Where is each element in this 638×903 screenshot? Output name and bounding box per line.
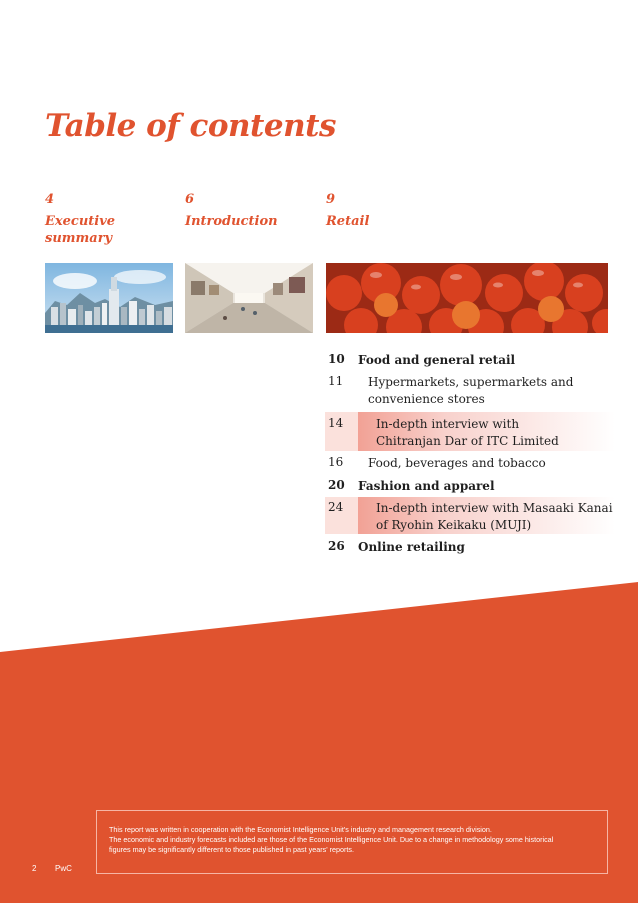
toc-page-number: 26 bbox=[328, 539, 345, 553]
note-line: This report was written in cooperation with the Economist Intelligence Unit's industry and management research division. bbox=[109, 825, 492, 834]
toc-row-interview-masaaki-kanai[interactable] bbox=[325, 497, 615, 534]
toc-entry-label: Fashion and apparel bbox=[358, 479, 495, 493]
toc-row-food-beverages-tobacco[interactable] bbox=[325, 451, 615, 475]
section-link-retail[interactable]: Retail bbox=[326, 214, 370, 229]
toc-entry-label: Online retailing bbox=[358, 540, 465, 554]
toc-entry-label: Hypermarkets, supermarkets and convenience stores bbox=[368, 375, 574, 406]
city-skyline-photo bbox=[45, 263, 173, 333]
toc-entry-label: In-depth interview with Masaaki Kanai of Ryohin Keikaku (MUJI) bbox=[376, 501, 613, 532]
note-line: figures may be significantly different to those published in past years' reports. bbox=[109, 845, 354, 854]
toc-page-number: 24 bbox=[325, 497, 358, 534]
toc-entry-label: Food, beverages and tobacco bbox=[368, 456, 546, 470]
retail-toc bbox=[325, 352, 615, 556]
shopping-mall-photo bbox=[185, 263, 313, 333]
toc-page-number: 16 bbox=[328, 455, 344, 469]
toc-page-number: 10 bbox=[328, 352, 345, 366]
section-link-introduction[interactable]: Introduction bbox=[185, 214, 278, 229]
toc-row-hypermarkets[interactable] bbox=[325, 374, 615, 412]
toc-row-interview-chitranjan-dar[interactable] bbox=[325, 412, 615, 451]
toc-row-fashion-and-apparel[interactable] bbox=[325, 475, 615, 497]
methodology-note bbox=[96, 810, 608, 874]
toc-row-food-and-general-retail[interactable] bbox=[325, 352, 615, 374]
section-page-introduction: 6 bbox=[185, 192, 195, 207]
toc-page-number: 11 bbox=[328, 374, 344, 388]
section-label-line: Executive bbox=[45, 214, 116, 229]
toc-page-number: 20 bbox=[328, 478, 345, 492]
toc-entry-label: Food and general retail bbox=[358, 353, 516, 367]
section-label-line: summary bbox=[45, 231, 113, 246]
brand-name: PwC bbox=[55, 864, 72, 873]
note-line: The economic and industry forecasts included are those of the Economist Intelligence Unit. Due to a change in methodology some historical bbox=[109, 835, 554, 844]
tomatoes-photo bbox=[326, 263, 608, 333]
page-title: Table of contents bbox=[45, 108, 336, 144]
toc-row-online-retailing[interactable] bbox=[325, 534, 615, 556]
page-number: 2 bbox=[32, 864, 37, 873]
toc-page-number: 14 bbox=[325, 412, 358, 451]
toc-entry-label: In-depth interview with Chitranjan Dar of ITC Limited bbox=[376, 417, 559, 448]
section-page-executive-summary: 4 bbox=[45, 192, 55, 207]
section-link-executive-summary[interactable] bbox=[45, 213, 115, 247]
section-page-retail: 9 bbox=[326, 192, 336, 207]
